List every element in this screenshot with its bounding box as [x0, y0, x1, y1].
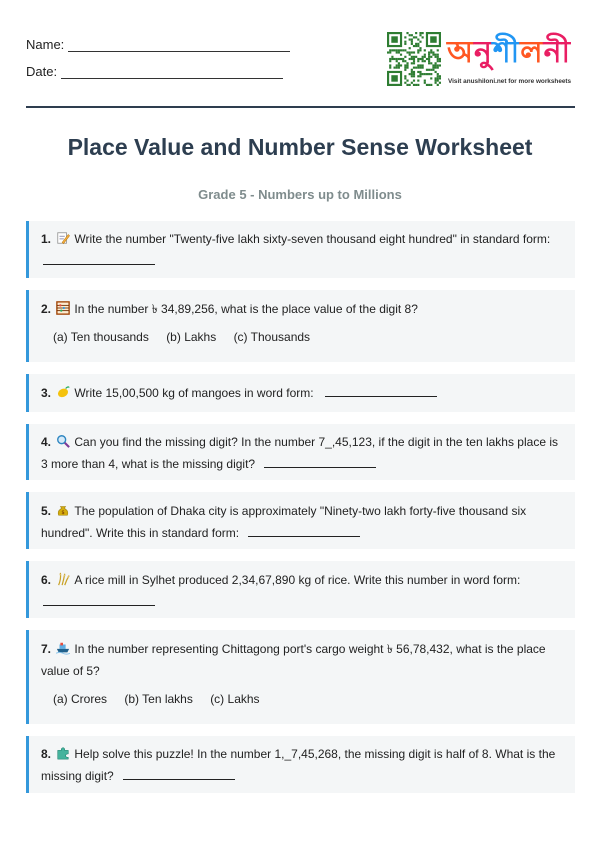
- option-b[interactable]: (b) Lakhs: [166, 330, 217, 344]
- option-c[interactable]: (c) Thousands: [233, 330, 311, 344]
- ship-icon: [56, 641, 70, 655]
- question-1: [26, 221, 575, 278]
- page-subtitle: Grade 5 - Numbers up to Millions: [198, 187, 402, 202]
- logo: অনশলন: [447, 35, 572, 70]
- page-title: Place Value and Number Sense Worksheet: [67, 134, 533, 160]
- answer-options: [41, 326, 565, 348]
- name-label: Name:: [26, 37, 65, 52]
- option-c[interactable]: (c) Lakhs: [210, 692, 260, 706]
- question-4: [26, 424, 575, 480]
- question-number: 1.: [41, 232, 52, 246]
- svg-text:$: $: [61, 509, 66, 516]
- question-7: [26, 630, 575, 724]
- answer-blank[interactable]: [248, 524, 360, 537]
- question-3: [26, 374, 575, 412]
- question-text: In the number ৳ 34,89,256, what is the place value of the digit 8?: [74, 302, 418, 316]
- question-number: 2.: [41, 302, 52, 316]
- answer-blank[interactable]: [43, 593, 155, 606]
- mango-icon: [56, 385, 70, 399]
- magnifier-icon: [56, 434, 70, 448]
- question-text: Write the number "Twenty-five lakh sixty-seven thousand eight hundred" in standard form:: [74, 232, 551, 246]
- question-text: A rice mill in Sylhet produced 2,34,67,890 kg of rice. Write this number in word form:: [74, 573, 521, 587]
- option-a[interactable]: (a) Crores: [53, 692, 108, 706]
- question-number: 5.: [41, 504, 52, 518]
- logo-tagline: Visit anushiloni.net for more worksheets: [448, 78, 572, 85]
- question-5: [26, 492, 575, 549]
- question-8: [26, 736, 575, 793]
- rice-sheaf-icon: [56, 572, 70, 586]
- question-number: 4.: [41, 435, 52, 449]
- qr-code-icon: [387, 32, 441, 86]
- name-line: [68, 38, 290, 52]
- question-text: Help solve this puzzle! In the number 1,_7,45,268, the missing digit is half of 8. What is the missing digit?: [41, 747, 556, 783]
- abacus-icon: [56, 301, 70, 315]
- question-number: 3.: [41, 386, 52, 400]
- question-text: Can you find the missing digit? In the number 7_,45,123, if the digit in the ten lakhs place is 3 more than 4, what is the missing digit?: [41, 435, 558, 471]
- question-number: 8.: [41, 747, 52, 761]
- question-number: 7.: [41, 642, 52, 656]
- date-label: Date:: [26, 64, 58, 79]
- answer-blank[interactable]: [264, 455, 376, 468]
- question-text: In the number representing Chittagong port's cargo weight ৳ 56,78,432, what is the place value of 5?: [41, 642, 546, 678]
- name-field: [26, 37, 290, 52]
- question-2: [26, 290, 575, 362]
- answer-blank[interactable]: [325, 384, 437, 397]
- option-a[interactable]: (a) Ten thousands: [53, 330, 149, 344]
- option-b[interactable]: (b) Ten lakhs: [124, 692, 193, 706]
- question-6: [26, 561, 575, 618]
- answer-blank[interactable]: [43, 252, 155, 265]
- puzzle-icon: [56, 746, 70, 760]
- pencil-memo-icon: [56, 231, 70, 245]
- header-divider: [26, 106, 575, 108]
- date-line: [61, 65, 283, 79]
- money-bag-icon: [56, 503, 70, 517]
- question-text: Write 15,00,500 kg of mangoes in word form:: [74, 386, 314, 400]
- answer-blank[interactable]: [123, 767, 235, 780]
- answer-options: [41, 688, 565, 710]
- date-field: [26, 64, 283, 79]
- question-number: 6.: [41, 573, 52, 587]
- question-text: The population of Dhaka city is approximately "Ninety-two lakh forty-five thousand six hundred". Write this in standard form:: [41, 504, 527, 540]
